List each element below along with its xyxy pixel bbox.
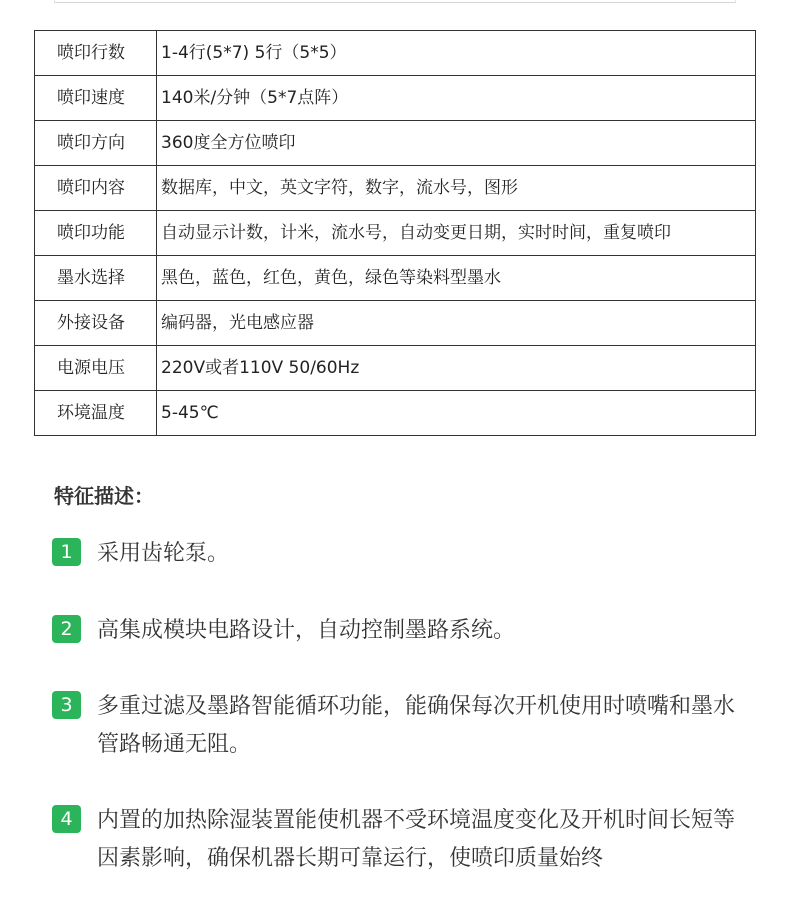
number-badge: 3 (52, 691, 81, 719)
spec-value: 5-45℃ (157, 391, 756, 436)
spec-value: 360度全方位喷印 (157, 121, 756, 166)
feature-section-title: 特征描述： (54, 484, 154, 508)
spec-value: 140米/分钟（5*7点阵） (157, 76, 756, 121)
table-row (35, 256, 756, 301)
table-row (35, 346, 756, 391)
table-row (35, 211, 756, 256)
spec-value: 编码器，光电感应器 (157, 301, 756, 346)
table-row (35, 76, 756, 121)
table-row (35, 301, 756, 346)
top-divider (54, 0, 736, 3)
spec-value: 数据库，中文，英文字符，数字，流水号，图形 (157, 166, 756, 211)
table-row (35, 391, 756, 436)
table-row (35, 166, 756, 211)
spec-label: 喷印功能 (35, 211, 157, 256)
table-row (35, 31, 756, 76)
spec-label: 环境温度 (35, 391, 157, 436)
number-badge: 4 (52, 805, 81, 833)
spec-value: 黑色，蓝色，红色，黄色，绿色等染料型墨水 (157, 256, 756, 301)
feature-text: 高集成模块电路设计，自动控制墨路系统。 (97, 618, 516, 643)
spec-value: 220V或者110V 50/60Hz (157, 346, 756, 391)
spec-table (34, 30, 756, 436)
spec-label: 电源电压 (35, 346, 157, 391)
spec-value: 自动显示计数，计米，流水号，自动变更日期，实时时间，重复喷印 (157, 211, 756, 256)
spec-label: 喷印行数 (35, 31, 157, 76)
spec-label: 喷印速度 (35, 76, 157, 121)
spec-label: 外接设备 (35, 301, 157, 346)
feature-text: 多重过滤及墨路智能循环功能，能确保每次开机使用时喷嘴和墨水管路畅通无阻。 (97, 694, 736, 757)
feature-text: 内置的加热除湿装置能使机器不受环境温度变化及开机时间长短等因素影响，确保机器长期可靠运行，使喷印质量始终 (97, 808, 736, 871)
table-row (35, 121, 756, 166)
number-badge: 1 (52, 538, 81, 566)
spec-label: 喷印方向 (35, 121, 157, 166)
spec-label: 喷印内容 (35, 166, 157, 211)
number-badge: 2 (52, 615, 81, 643)
spec-label: 墨水选择 (35, 256, 157, 301)
spec-value: 1-4行(5*7) 5行（5*5） (157, 31, 756, 76)
feature-text: 采用齿轮泵。 (97, 541, 230, 566)
